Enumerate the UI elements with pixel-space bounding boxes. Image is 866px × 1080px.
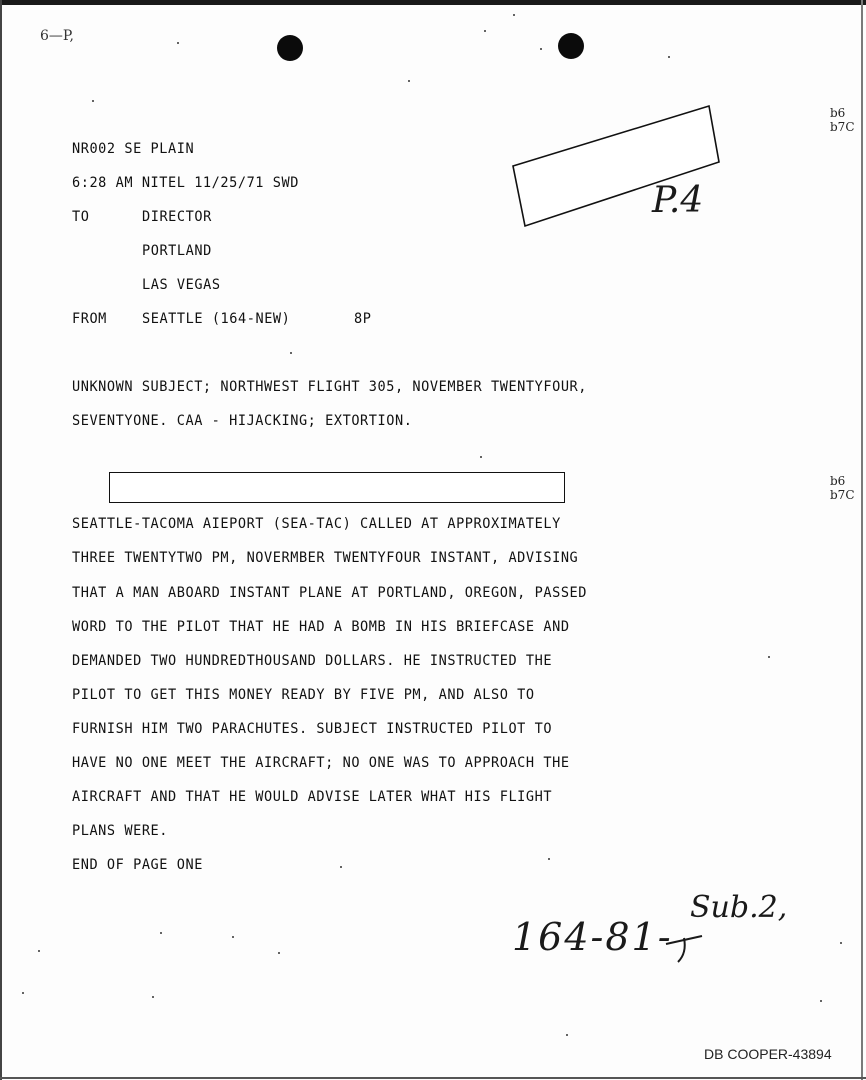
body-line-8: HAVE NO ONE MEET THE AIRCRAFT; NO ONE WAS TO APPROACH THE [72, 754, 570, 771]
speck [408, 80, 410, 82]
speck [232, 936, 234, 938]
speck [92, 100, 94, 102]
exemption-codes-middle: b6 b7C [830, 474, 855, 502]
handwritten-sub-number: Sub.2, [690, 890, 788, 925]
punch-hole-right [558, 33, 584, 59]
speck [38, 950, 40, 952]
speck [820, 1000, 822, 1002]
scan-edge-bottom [0, 1077, 866, 1079]
teletype-timestamp: 6:28 AM NITEL 11/25/71 SWD [72, 174, 299, 191]
corner-mark: 6—P, [40, 28, 74, 44]
speck [484, 30, 486, 32]
from-label: FROM [72, 310, 107, 327]
body-line-10: PLANS WERE. [72, 822, 169, 839]
body-line-6: PILOT TO GET THIS MONEY READY BY FIVE PM, AND ALSO TO [72, 686, 535, 703]
speck [548, 858, 550, 860]
caption-line-2: SEVENTYONE. CAA - HIJACKING; EXTORTION. [72, 412, 413, 429]
body-line-9: AIRCRAFT AND THAT HE WOULD ADVISE LATER WHAT HIS FLIGHT [72, 788, 553, 805]
recipient-director: DIRECTOR [142, 208, 212, 225]
speck [160, 932, 162, 934]
body-line-4: WORD TO THE PILOT THAT HE HAD A BOMB IN HIS BRIEFCASE AND [72, 618, 570, 635]
speck [177, 42, 179, 44]
handwritten-cross-mark [662, 928, 708, 968]
page-count: 8P [354, 310, 372, 327]
handwritten-file-number: 164-81- [512, 915, 673, 959]
sender-office: SEATTLE (164-NEW) [142, 310, 291, 327]
speck [480, 456, 482, 458]
speck [513, 14, 515, 16]
recipient-las-vegas: LAS VEGAS [142, 276, 221, 293]
exemption-codes-top: b6 b7C [830, 106, 855, 134]
punch-hole-left [277, 35, 303, 61]
body-line-5: DEMANDED TWO HUNDREDTHOUSAND DOLLARS. HE INSTRUCTED THE [72, 652, 553, 669]
body-line-3: THAT A MAN ABOARD INSTANT PLANE AT PORTLAND, OREGON, PASSED [72, 584, 588, 601]
speck [22, 992, 24, 994]
speck [840, 942, 842, 944]
body-line-1: SEATTLE-TACOMA AIEPORT (SEA-TAC) CALLED AT APPROXIMATELY [72, 515, 561, 532]
speck [768, 656, 770, 658]
redaction-box-middle [109, 472, 565, 503]
speck [290, 352, 292, 354]
speck [566, 1034, 568, 1036]
teletype-message-number: NR002 SE PLAIN [72, 140, 195, 157]
recipient-portland: PORTLAND [142, 242, 212, 259]
speck [152, 996, 154, 998]
scan-edge-left [0, 0, 2, 1080]
end-of-page-note: END OF PAGE ONE [72, 856, 203, 873]
scan-edge-right [861, 0, 863, 1080]
to-label: TO [72, 208, 90, 225]
speck [278, 952, 280, 954]
speck [668, 56, 670, 58]
speck [340, 866, 342, 868]
body-line-7: FURNISH HIM TWO PARACHUTES. SUBJECT INSTRUCTED PILOT TO [72, 720, 553, 737]
scan-edge-top [0, 0, 866, 5]
handwritten-page-mark: P.4 [652, 180, 704, 221]
caption-line-1: UNKNOWN SUBJECT; NORTHWEST FLIGHT 305, NOVEMBER TWENTYFOUR, [72, 378, 588, 395]
speck [540, 48, 542, 50]
bates-number: DB COOPER-43894 [704, 1046, 832, 1062]
body-line-2: THREE TWENTYTWO PM, NOVERMBER TWENTYFOUR INSTANT, ADVISING [72, 549, 579, 566]
